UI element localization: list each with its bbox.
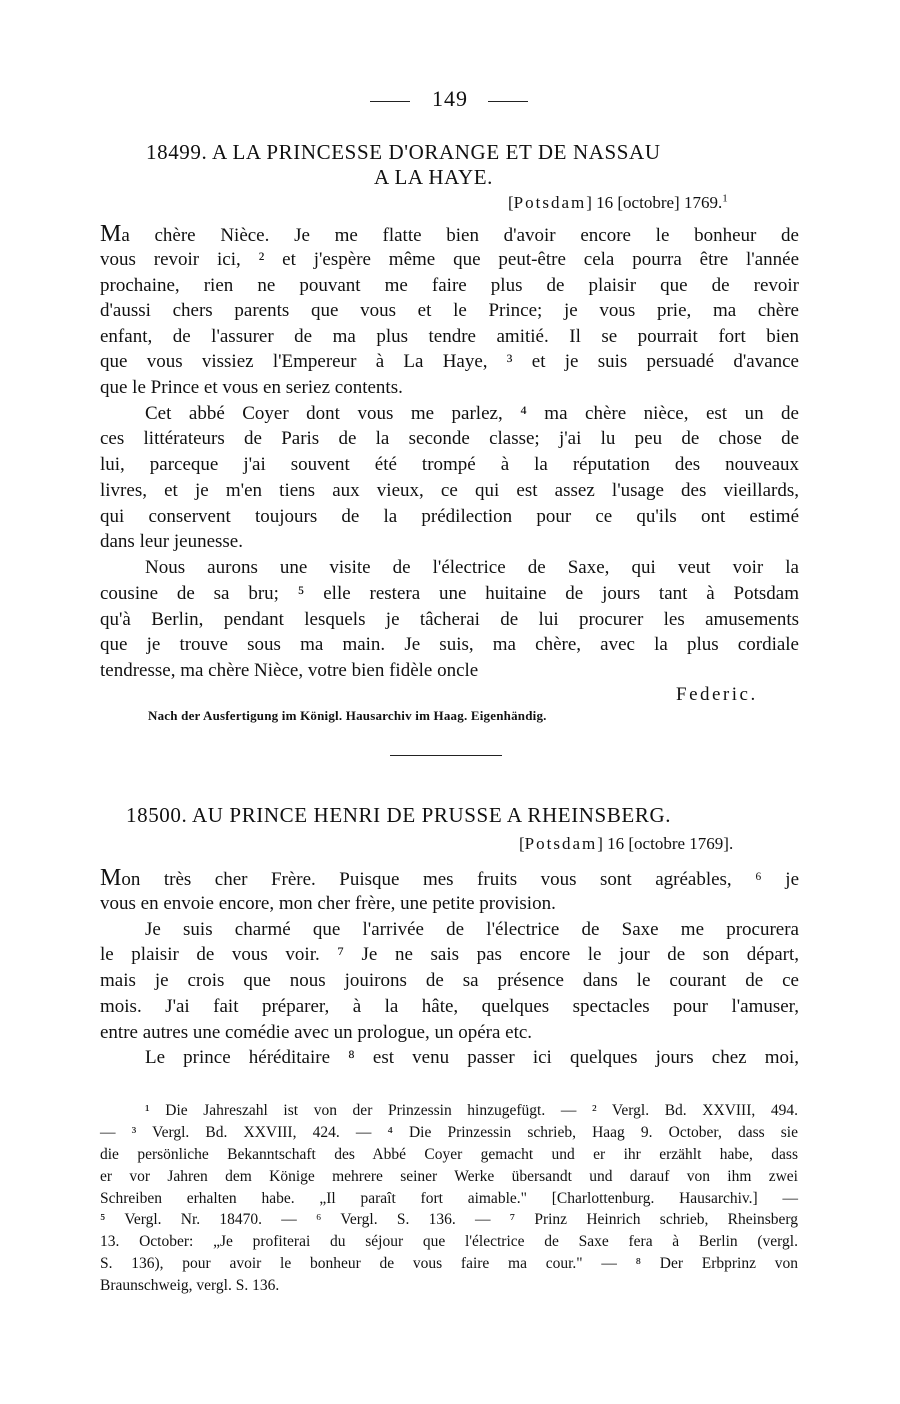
letter1-line: que je trouve sous ma main. Je suis, ma chère, avec la plus cordiale: [100, 634, 799, 655]
footnote-line: S. 136), pour avoir le bonheur de vous faire ma cour." — ⁸ Der Erbprinz von: [100, 1255, 798, 1272]
letter1-line: enfant, de l'assurer de ma plus tendre amitié. Il se pourrait fort bien: [100, 326, 799, 347]
letter2-line: mois. J'ai fait préparer, à la hâte, quelques spectacles pour l'amuser,: [100, 996, 799, 1017]
page-number: 149: [432, 86, 468, 111]
letter1-line: lui, parceque j'ai souvent été trompé à la réputation des nouveaux: [100, 454, 799, 475]
letter-separator: [390, 755, 502, 756]
footnote-line: — ³ Vergl. Bd. XXVIII, 424. — ⁴ Die Prinzessin schrieb, Haag 9. October, dass sie: [100, 1124, 798, 1141]
letter2-title: 18500. AU PRINCE HENRI DE PRUSSE A RHEINSBERG.: [126, 803, 672, 827]
letter1-line: tendresse, ma chère Nièce, votre bien fidèle oncle: [100, 660, 479, 681]
letter1-signature: Federic.: [676, 684, 758, 705]
letter1-line: prochaine, rien ne pouvant me faire plus de plaisir que de revoir: [100, 275, 799, 296]
letter2-place: Potsdam: [524, 834, 598, 853]
letter1-place: Potsdam: [513, 193, 587, 212]
letter1-date: ] 16 [octobre] 1769.: [586, 193, 723, 212]
letter2-line: entre autres une comédie avec un prologue, un opéra etc.: [100, 1022, 533, 1043]
letter1-source-note: Nach der Ausfertigung im Königl. Hausarchiv im Haag. Eigenhändig.: [148, 708, 547, 723]
letter1-line: cousine de sa bru; ⁵ elle restera une huitaine de jours tant à Potsdam: [100, 583, 799, 604]
letter2-line: le plaisir de vous voir. ⁷ Je ne sais pas encore le jour de son départ,: [100, 944, 799, 965]
footnote-line: ¹ Die Jahreszahl ist von der Prinzessin hinzugefügt. — ² Vergl. Bd. XXVIII, 494.: [145, 1102, 798, 1119]
letter2-date: ] 16 [octobre 1769].: [597, 834, 734, 853]
letter1-line: que vous vissiez l'Empereur à La Haye, ³ et je suis persuadé d'avance: [100, 351, 799, 372]
letter1-title-line2: A LA HAYE.: [374, 165, 493, 189]
letter1-title-line1: 18499. A LA PRINCESSE D'ORANGE ET DE NASSAU: [146, 140, 661, 164]
letter1-line: d'aussi chers parents que vous et le Prince; je vous prie, ma chère: [100, 300, 799, 321]
letter1-line: que le Prince et vous en seriez contents.: [100, 377, 403, 398]
footnote-line: Schreiben erhalten habe. „Il paraît fort aimable." [Charlottenburg. Hausarchiv.] —: [100, 1190, 798, 1207]
letter2-line: Mon très cher Frère. Puisque mes fruits vous sont agréables, ⁶ je: [100, 865, 799, 891]
letter1-line: livres, et je m'en tiens aux vieux, ce qui est assez l'usage des vieillards,: [100, 480, 799, 501]
footnote-line: 13. October: „Je profiterai du séjour que l'électrice de Saxe fera à Berlin (vergl.: [100, 1233, 798, 1250]
footnote-line: die persönliche Bekanntschaft des Abbé Coyer gemacht und er ihr erzählt habe, dass: [100, 1146, 798, 1163]
letter1-line: dans leur jeunesse.: [100, 531, 243, 552]
footnote-line: er vor Jahren dem Könige mehrere seiner Werke übersandt und darauf von ihm zwei: [100, 1168, 798, 1185]
letter1-line: vous revoir ici, ² et j'espère même que peut-être cela pourra être l'année: [100, 249, 799, 270]
letter2-line: vous en envoie encore, mon cher frère, une petite provision.: [100, 893, 556, 914]
letter2-dateline: [Potsdam] 16 [octobre 1769].: [519, 834, 734, 853]
footnote-line: ⁵ Vergl. Nr. 18470. — ⁶ Vergl. S. 136. — ⁷ Prinz Heinrich schrieb, Rheinsberg: [100, 1211, 798, 1228]
footnote-line: Braunschweig, vergl. S. 136.: [100, 1277, 280, 1294]
letter1-line: ces littérateurs de Paris de la seconde classe; j'ai lu peu de chose de: [100, 428, 799, 449]
header-rule-left: [370, 101, 410, 102]
header-rule-right: [488, 101, 528, 102]
letter1-line: qu'à Berlin, pendant lesquels je tâcherai de lui procurer les amusements: [100, 609, 799, 630]
letter1-line: Ma chère Nièce. Je me flatte bien d'avoir encore le bonheur de: [100, 221, 799, 247]
letter1-line: qui conservent toujours de la prédilection pour ce qu'ils ont estimé: [100, 506, 799, 527]
letter2-line: mais je crois que nous jouirons de sa présence dans le courant de ce: [100, 970, 799, 991]
letter2-line: Je suis charmé que l'arrivée de l'électrice de Saxe me procurera: [145, 919, 799, 940]
letter1-line: Nous aurons une visite de l'électrice de Saxe, qui veut voir la: [145, 557, 799, 578]
letter2-line: Le prince héréditaire ⁸ est venu passer ici quelques jours chez moi,: [145, 1047, 799, 1068]
letter1-line: Cet abbé Coyer dont vous me parlez, ⁴ ma chère nièce, est un de: [145, 403, 799, 424]
letter1-dateline: [Potsdam] 16 [octobre] 1769.$^1$: [508, 192, 728, 212]
